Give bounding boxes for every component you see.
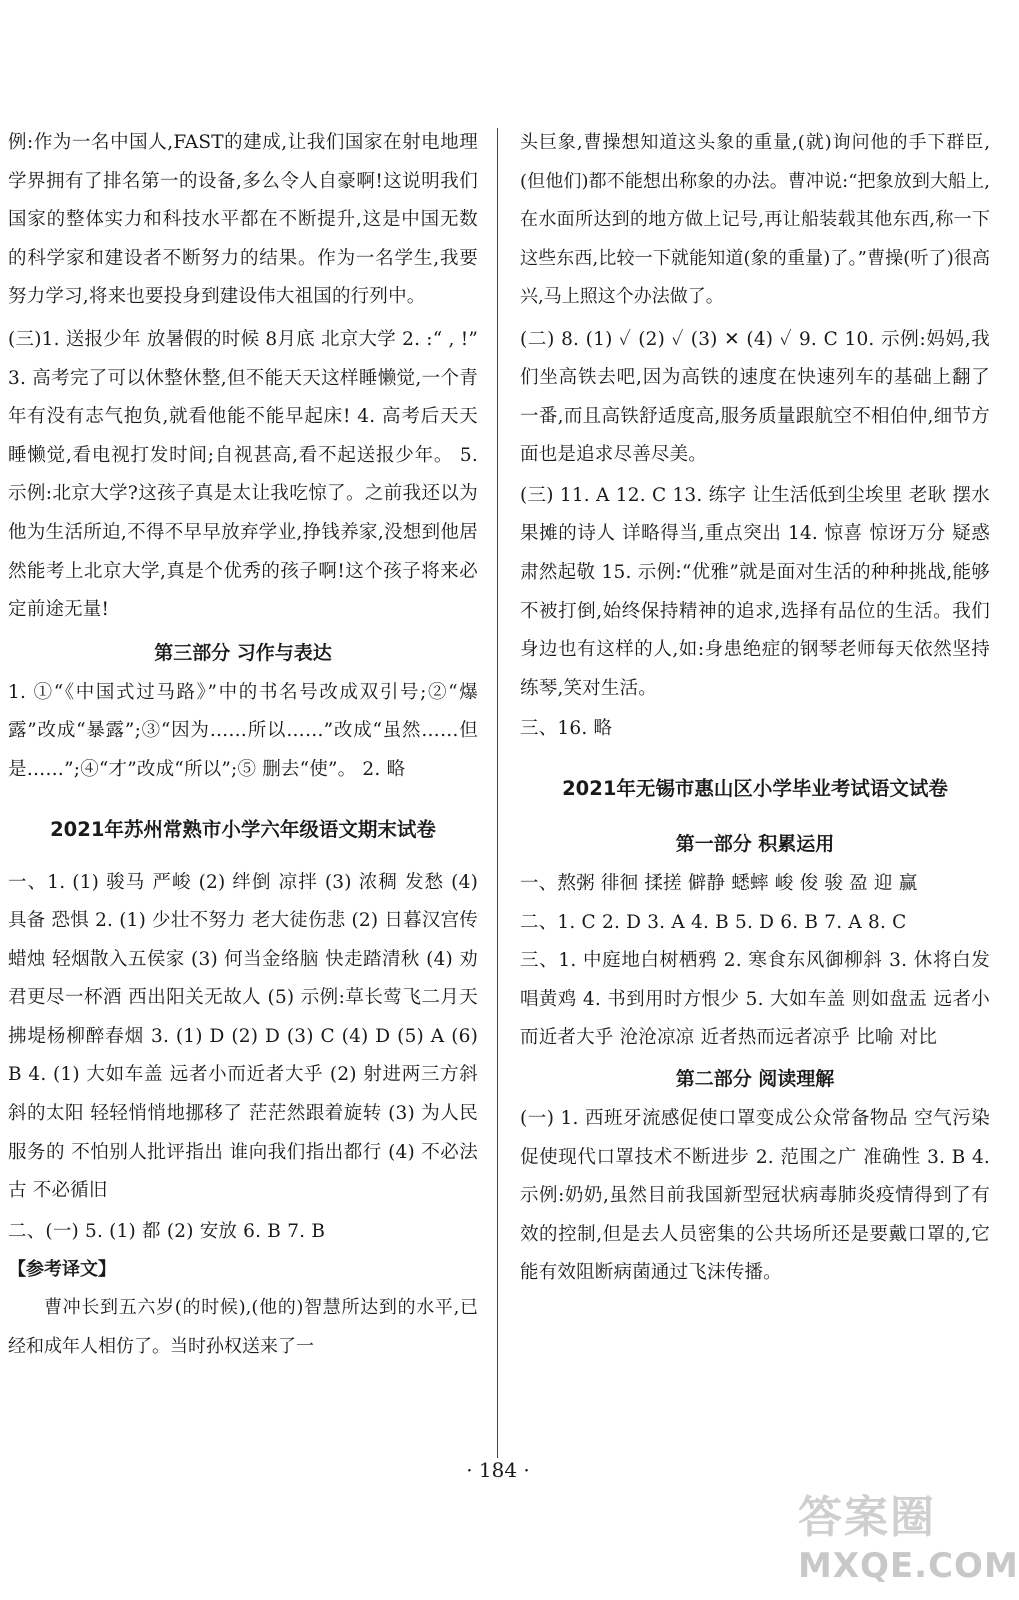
answer-paragraph-part2-3: (三) 11. A 12. C 13. 练字 让生活低到尘埃里 老耿 摆水果摊的诗人 详略得当,重点突出 14. 惊喜 惊讶万分 疑惑 肃然起敬 15. 示例:“优雅”就是面对生活的种种挑战,能够不被打倒,始终保持精神的追求,选择有品位的生活。我们身边也有这样的人,如:身患绝症的钢琴老师每天依然坚持练琴,笑对生活。	[520, 484, 990, 699]
watermark-text-cn: 答案圈	[798, 1492, 936, 1543]
left-column	[8, 124, 478, 1366]
answer-paragraph-q2: 二、1. C 2. D 3. A 4. B 5. D 6. B 7. A 8. C	[520, 911, 907, 933]
answer-paragraph-reading1: (一) 1. 西班牙流感促使口罩变成公众常备物品 空气污染促使现代口罩技术不断进步 2. 范围之广 准确性 3. B 4. 示例:奶奶,虽然目前我国新型冠状病毒肺炎疫情得到了有效的控制,但是去人员密集的公共场所还是要戴口罩的,它能有效阻断病菌通过飞沫传播。	[520, 1108, 990, 1284]
page-number: · 184 ·	[466, 1458, 530, 1482]
answer-paragraph-part2-2: (二) 8. (1) ✓ (2) ✓ (3) ✕ (4) ✓ 9. C 10. 示例:妈妈,我们坐高铁去吧,因为高铁的速度在快速列车的基础上翻了一番,而且高铁舒适度高,服务质量跟航空不相伯仲,细节方面也是追求尽善尽美。	[520, 328, 990, 466]
right-column	[520, 124, 990, 1293]
answer-paragraph-part3: (三)1. 送报少年 放暑假的时候 8月底 北京大学 2. :“ , !” 3. 高考完了可以休整休整,但不能天天这样睡懒觉,一个青年有没有志气抱负,就看他能不能早起床! 4. 高考后天天睡懒觉,看电视打发时间;自视甚高,看不起送报少年。 5. 示例:北京大学?这孩子真是太让我吃惊了。之前我还以为他为生活所迫,不得不早早放弃学业,挣钱养家,没想到他居然能考上北京大学,真是个优秀的孩子啊!这个孩子将来必定前途无量!	[8, 328, 478, 621]
answer-paragraph-part3-16: 三、16. 略	[520, 718, 613, 740]
exam-title-huishan: 2021年无锡市惠山区小学毕业考试语文试卷	[562, 777, 948, 801]
exam-title-changshu: 2021年苏州常熟市小学六年级语文期末试卷	[50, 817, 436, 841]
answer-paragraph-q3: 三、1. 中庭地白树栖鸦 2. 寒食东风御柳斜 3. 休将白发唱黄鸡 4. 书到用时方恨少 5. 大如车盖 则如盘盂 远者小而近者大乎 沧沧凉凉 近者热而远者凉乎 比喻 对比	[520, 950, 990, 1049]
answer-paragraph-writing: 1. ①“《中国式过马路》”中的书名号改成双引号;②“爆露”改成“暴露”;③“因为……所以……”改成“虽然……但是……”;④“才”改成“所以”;⑤ 删去“使”。 2. 略	[8, 681, 478, 780]
section-title-writing: 第三部分 习作与表达	[154, 641, 332, 664]
reference-translation-title: 【参考译文】	[8, 1259, 116, 1281]
answer-paragraph-q1: 一、熬粥 徘徊 揉搓 僻静 蟋蟀 峻 俊 骏 盈 迎 赢	[520, 873, 918, 895]
reference-translation-continued: 头巨象,曹操想知道这头象的重量,(就)询问他的手下群臣,(但他们)都不能想出称象的办法。曹冲说:“把象放到大船上,在水面所达到的地方做上记号,再让船装载其他东西,称一下这些东西,比较一下就能知道(象的重量)了。”曹操(听了)很高兴,马上照这个办法做了。	[520, 132, 990, 307]
answer-paragraph-part2: 二、(一) 5. (1) 都 (2) 安放 6. B 7. B	[8, 1220, 326, 1242]
section-title-reading: 第二部分 阅读理解	[675, 1068, 835, 1090]
section-title-accumulation: 第一部分 积累运用	[675, 833, 835, 856]
column-divider	[497, 128, 498, 1458]
watermark-text-url: MXQE.COM	[798, 1546, 1019, 1586]
reference-translation-text: 曹冲长到五六岁(的时候),(他的)智慧所达到的水平,已经和成年人相仿了。当时孙权送来了一	[8, 1297, 478, 1357]
watermark-logo	[798, 1490, 1019, 1596]
answer-paragraph-part1: 一、1. (1) 骏马 严峻 (2) 绊倒 凉拌 (3) 浓稠 发愁 (4) 具备 恐惧 2. (1) 少壮不努力 老大徒伤悲 (2) 日暮汉宫传蜡烛 轻烟散入五侯家 (3) 何当金络脑 快走踏清秋 (4) 劝君更尽一杯酒 西出阳关无故人 (5) 示例:草长莺飞二月天 拂堤杨柳醉春烟 3. (1) D (2) D (3) C (4) D (5) A (6) B 4. (1) 大如车盖 远者小而近者大乎 (2) 射进两三方斜斜的太阳 轻轻悄悄地挪移了 茫茫然跟着旋转 (3) 为人民服务的 不怕别人批评指出 谁向我们指出都行 (4) 不必法古 不必循旧	[8, 871, 478, 1202]
answer-paragraph-fast: 例:作为一名中国人,FAST的建成,让我们国家在射电地理学界拥有了排名第一的设备,多么令人自豪啊!这说明我们国家的整体实力和科技水平都在不断提升,这是中国无数的科学家和建设者不断努力的结果。作为一名学生,我要努力学习,将来也要投身到建设伟大祖国的行列中。	[8, 132, 478, 308]
